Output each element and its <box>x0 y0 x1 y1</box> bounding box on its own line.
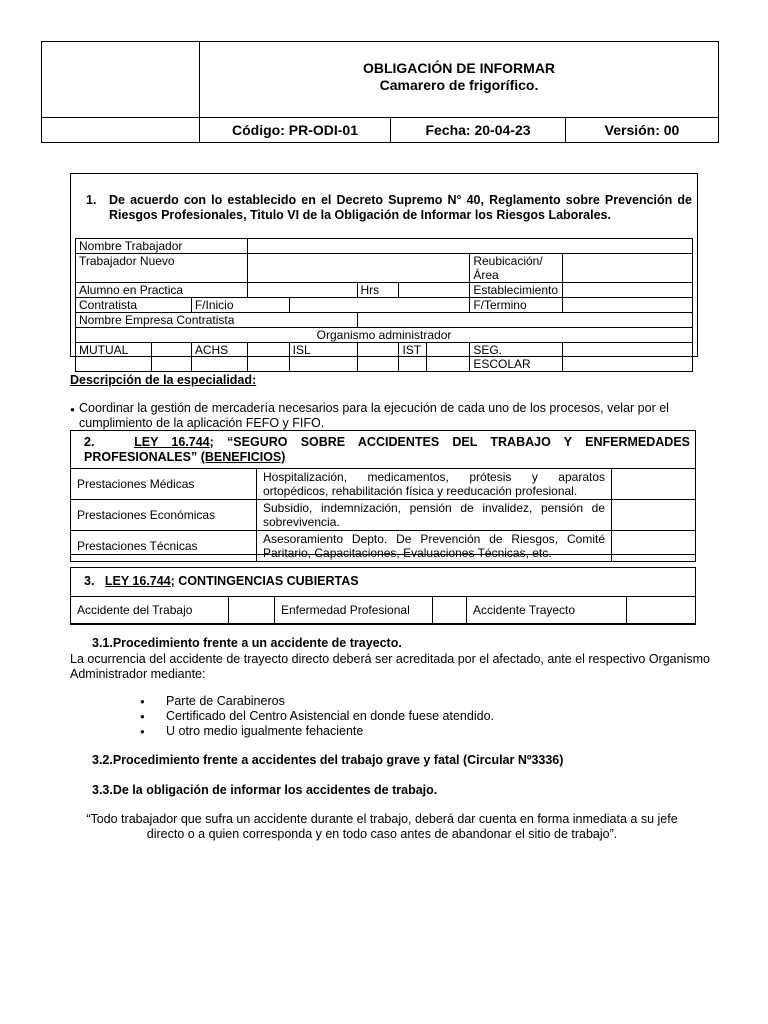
field-alumno[interactable] <box>247 283 357 298</box>
benefit-label: Prestaciones Médicas <box>71 469 257 500</box>
description-text: Coordinar la gestión de mercadería necesarios para la ejecución de cada uno de los procesos, velar por el cumplimiento de la aplicación FEFO y FIFO. <box>79 401 669 430</box>
header-title-cell <box>200 42 719 118</box>
section-3-number: 3. <box>84 574 95 588</box>
benefit-desc: Subsidio, indemnización, pensión de invalidez, pensión de sobrevivencia. <box>257 500 612 531</box>
section-3-heading-text: CONTINGENCIAS CUBIERTAS <box>174 574 359 588</box>
worker-info-table <box>75 238 693 372</box>
document-code: Código: PR-ODI-01 <box>200 118 391 143</box>
subsection-3-3-quote: “Todo trabajador que sufra un accidente durante el trabajo, deberá dar cuenta en forma inmediata a su jefe directo o a quien corresponda y en todo caso antes de abandonar el sitio de trabajo”. <box>86 812 678 841</box>
description-item <box>70 401 710 431</box>
option-seg-escolar: SEG. ESCOLAR <box>470 343 563 372</box>
subsection-3-2-title: 3.2.Procedimiento frente a accidentes del trabajo grave y fatal (Circular Nº3336) <box>92 753 564 767</box>
section-2-heading <box>84 435 690 465</box>
section-1-heading <box>86 193 692 223</box>
section-2 <box>70 430 696 560</box>
field-reubicacion[interactable] <box>563 254 693 283</box>
contingency-check[interactable] <box>229 597 275 624</box>
contingency-check[interactable] <box>627 597 696 624</box>
benefit-label: Prestaciones Técnicas <box>71 531 257 562</box>
label-contratista: Contratista <box>76 298 192 313</box>
document-header <box>41 41 719 143</box>
label-alumno: Alumno en Practica <box>76 283 248 298</box>
section-2-number: 2. <box>84 435 95 449</box>
empty-cell <box>42 118 200 143</box>
benefit-desc: Hospitalización, medicamentos, prótesis y aparatos ortopédicos, rehabilitación física y reeducación profesional. <box>257 469 612 500</box>
description-heading: Descripción de la especialidad: <box>70 373 257 387</box>
list-item: ● Parte de Carabineros <box>140 694 700 709</box>
subsection-3-3-title: 3.3.De la obligación de informar los accidentes de trabajo. <box>92 783 438 797</box>
subsection-3-1-text: La ocurrencia del accidente de trayecto directo deberá ser acreditada por el afectado, ante el respectivo Organismo Administrador mediante: <box>70 652 710 681</box>
option-achs: ACHS <box>191 343 247 372</box>
label-organismo: Organismo administrador <box>76 328 693 343</box>
benefit-desc: Asesoramiento Depto. De Prevención de Riesgos, Comité Paritario, Capacitaciones, Evaluaciones Técnicas, etc. <box>257 531 612 562</box>
field-hrs[interactable] <box>399 283 470 298</box>
check-mutual[interactable] <box>151 343 191 372</box>
contingency-label: Accidente del Trabajo <box>71 597 229 624</box>
label-ftermino: F/Termino <box>470 298 563 313</box>
label-finicio: F/Inicio <box>191 298 289 313</box>
document-title: OBLIGACIÓN DE INFORMAR <box>362 60 556 76</box>
list-item: ● U otro medio igualmente fehaciente <box>140 724 700 739</box>
check-achs[interactable] <box>247 343 289 372</box>
section-3-heading <box>84 574 359 588</box>
field-nombre-trabajador[interactable] <box>247 239 692 254</box>
option-isl: ISL <box>289 343 357 372</box>
option-mutual: MUTUAL <box>76 343 152 372</box>
label-hrs: Hrs <box>357 283 399 298</box>
benefit-check[interactable] <box>612 500 696 531</box>
field-establecimiento[interactable] <box>563 283 693 298</box>
option-ist: IST <box>399 343 427 372</box>
logo-cell <box>42 42 200 118</box>
benefit-check[interactable] <box>612 469 696 500</box>
check-isl[interactable] <box>357 343 399 372</box>
section-2-heading-text: ; “SEGURO SOBRE ACCIDENTES DEL TRABAJO Y ENFERMEDADES PROFESIONALES” <box>84 435 690 464</box>
field-trabajador-nuevo[interactable] <box>247 254 470 283</box>
check-ist[interactable] <box>427 343 470 372</box>
section-1-number: 1. <box>86 193 97 207</box>
document-subtitle: Camarero de frigorífico. <box>379 77 539 93</box>
subsection-3-1-list <box>140 694 700 739</box>
label-establecimiento: Establecimiento <box>470 283 563 298</box>
label-empresa-contratista: Nombre Empresa Contratista <box>76 313 358 328</box>
contingency-label: Enfermedad Profesional <box>275 597 433 624</box>
field-ftermino[interactable] <box>563 298 693 313</box>
field-finicio[interactable] <box>289 298 470 313</box>
document-date: Fecha: 20-04-23 <box>391 118 566 143</box>
section-1 <box>70 173 698 371</box>
contingency-check[interactable] <box>433 597 467 624</box>
document-version: Versión: 00 <box>566 118 719 143</box>
field-empresa-contratista[interactable] <box>357 313 692 328</box>
contingencies-table <box>70 596 696 624</box>
label-nombre-trabajador: Nombre Trabajador <box>76 239 248 254</box>
label-reubicacion: Reubicación/Área <box>470 254 563 283</box>
section-3 <box>70 567 696 625</box>
section-1-text: De acuerdo con lo establecido en el Decreto Supremo N° 40, Reglamento sobre Prevención de Riesgos Profesionales, Titulo VI de la Obligación de Informar los Riesgos Laborales. <box>109 193 692 222</box>
bullet-icon: ● <box>70 405 75 414</box>
list-item: ● Certificado del Centro Asistencial en donde fuese atendido. <box>140 709 700 724</box>
section-3-ley: LEY 16.744; <box>104 574 175 588</box>
check-seg-escolar[interactable] <box>563 343 693 372</box>
benefit-label: Prestaciones Económicas <box>71 500 257 531</box>
label-trabajador-nuevo: Trabajador Nuevo <box>76 254 248 283</box>
subsection-3-1-title: 3.1.Procedimiento frente a un accidente de trayecto. <box>92 636 402 650</box>
section-2-ley: LEY 16.744 <box>134 435 210 449</box>
contingency-label: Accidente Trayecto <box>467 597 627 624</box>
section-2-beneficios: (BENEFICIOS) <box>200 450 286 464</box>
benefits-table <box>70 468 696 562</box>
benefit-check[interactable] <box>612 531 696 562</box>
